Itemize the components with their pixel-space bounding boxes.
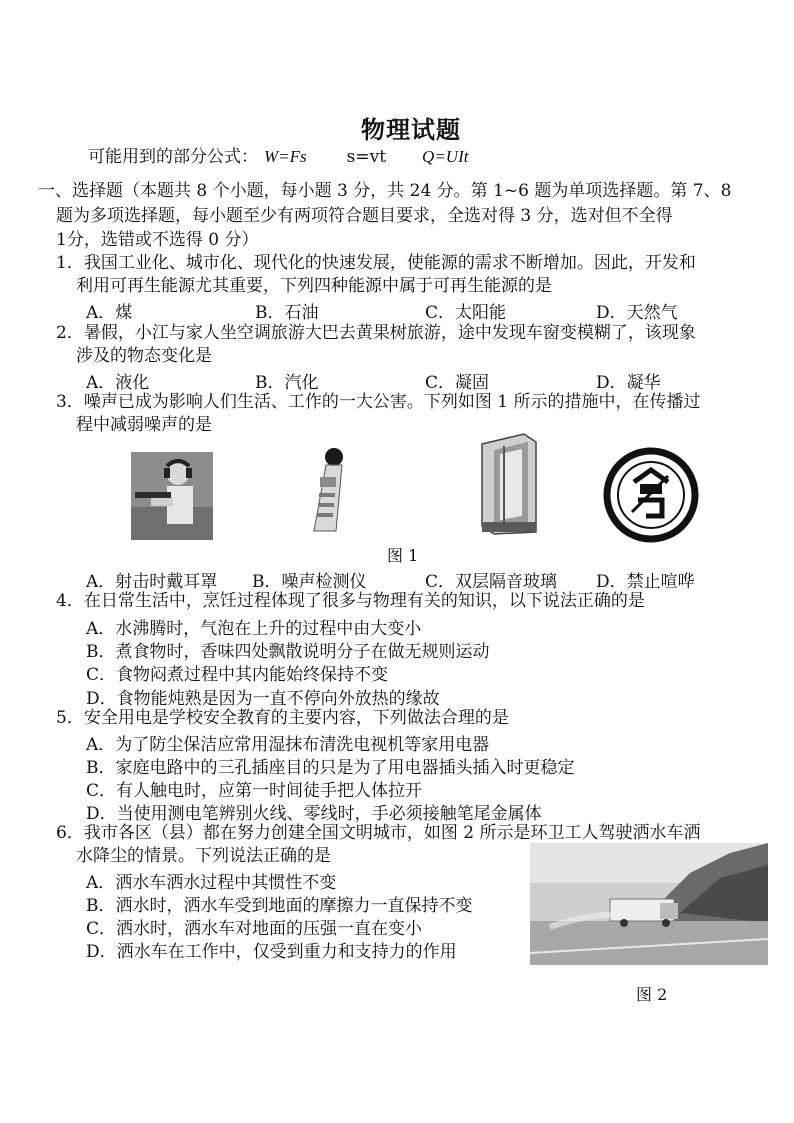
q3-option-c: C．双层隔音玻璃	[425, 572, 558, 592]
q5-stem: 5．安全用电是学校安全教育的主要内容，下列做法合理的是	[56, 708, 509, 728]
formula-heat: Q=UIt	[422, 147, 469, 166]
q5-option-d: D．当使用测电笔辨别火线、零线时，手必须接触笔尾金属体	[86, 804, 542, 824]
q1-stem-line-2: 利用可再生能源尤其重要，下列四种能源中属于可再生能源的是	[76, 276, 552, 296]
section-intro-line-2: 题为多项选择题，每小题至少有两项符合题目要求，全选对得 3 分，选对但不全得	[56, 206, 673, 226]
q5-option-b: B．家庭电路中的三孔插座目的只是为了用电器插头插入时更稳定	[86, 758, 575, 778]
q4-option-b: B．煮食物时，香味四处飘散说明分子在做无规则运动	[86, 642, 490, 662]
q6-option-c: C．洒水时，洒水车对地面的压强一直在变小	[86, 919, 423, 939]
q2-stem-line-1: 2．暑假，小江与家人坐空调旅游大巴去黄果树旅游，途中发现车窗变模糊了，该现象	[56, 323, 696, 343]
q3-stem-line-2: 程中减弱噪声的是	[76, 415, 212, 435]
q2-stem-line-2: 涉及的物态变化是	[76, 346, 212, 366]
page-title: 物理试题	[361, 115, 461, 144]
noise-meter-image	[306, 447, 350, 535]
q1-option-b: B．石油	[255, 303, 319, 323]
formula-work: W=Fs	[264, 147, 307, 166]
q1-option-a: A．煤	[86, 303, 133, 323]
q3-option-a: A．射击时戴耳罩	[86, 572, 218, 592]
q4-option-c: C．食物闷煮过程中其内能始终保持不变	[86, 665, 389, 685]
q6-option-a: A．洒水车洒水过程中其惯性不变	[86, 873, 337, 893]
q4-option-d: D．食物能炖熟是因为一直不停向外放热的缘故	[86, 689, 440, 709]
section-intro-line-1: 一、选择题（本题共 8 个小题，每小题 3 分，共 24 分。第 1~6 题为单项选择题。第 7、8	[38, 181, 732, 201]
q3-option-b: B．噪声检测仪	[252, 572, 367, 592]
q2-option-b: B．汽化	[255, 373, 319, 393]
q3-option-d: D．禁止喧哗	[596, 572, 695, 592]
q2-option-a: A．液化	[86, 373, 150, 393]
q6-stem-line-1: 6．我市各区（县）都在努力创建全国文明城市，如图 2 所示是环卫工人驾驶洒水车洒	[56, 823, 701, 843]
formula-label: 可能用到的部分公式：	[88, 147, 258, 167]
formula-distance: s=vt	[346, 147, 387, 167]
formula-line	[88, 146, 468, 168]
q4-option-a: A．水沸腾时，气泡在上升的过程中由大变小	[86, 619, 422, 639]
no-noise-sign-image	[602, 446, 700, 544]
q2-option-d: D．凝华	[596, 373, 661, 393]
figure-2-caption: 图 2	[636, 985, 668, 1004]
q1-stem-line-1: 1．我国工业化、城市化、现代化的快速发展，使能源的需求不断增加。因此，开发和	[56, 253, 696, 273]
shooter-earmuffs-image	[131, 452, 213, 540]
q6-option-d: D．洒水车在工作中，仅受到重力和支持力的作用	[86, 942, 457, 962]
q6-stem-line-2: 水降尘的情景。下列说法正确的是	[76, 846, 331, 866]
q1-option-c: C．太阳能	[425, 303, 507, 323]
sprinkler-truck-image	[530, 843, 768, 965]
double-glazed-window-image	[474, 432, 544, 536]
q5-option-c: C．有人触电时，应第一时间徒手把人体拉开	[86, 781, 423, 801]
q6-option-b: B．洒水时，洒水车受到地面的摩擦力一直保持不变	[86, 896, 473, 916]
section-intro-line-3: 1分，选错或不选得 0 分）	[56, 230, 259, 250]
q5-option-a: A．为了防尘保洁应常用湿抹布清洗电视机等家用电器	[86, 735, 490, 755]
q2-option-c: C．凝固	[425, 373, 490, 393]
q4-stem: 4．在日常生活中，烹饪过程体现了很多与物理有关的知识，以下说法正确的是	[56, 591, 645, 611]
q3-stem-line-1: 3．噪声已成为影响人们生活、工作的一大公害。下列如图 1 所示的措施中，在传播过	[56, 392, 701, 412]
q1-option-d: D．天然气	[596, 303, 678, 323]
figure-1-caption: 图 1	[387, 546, 419, 565]
